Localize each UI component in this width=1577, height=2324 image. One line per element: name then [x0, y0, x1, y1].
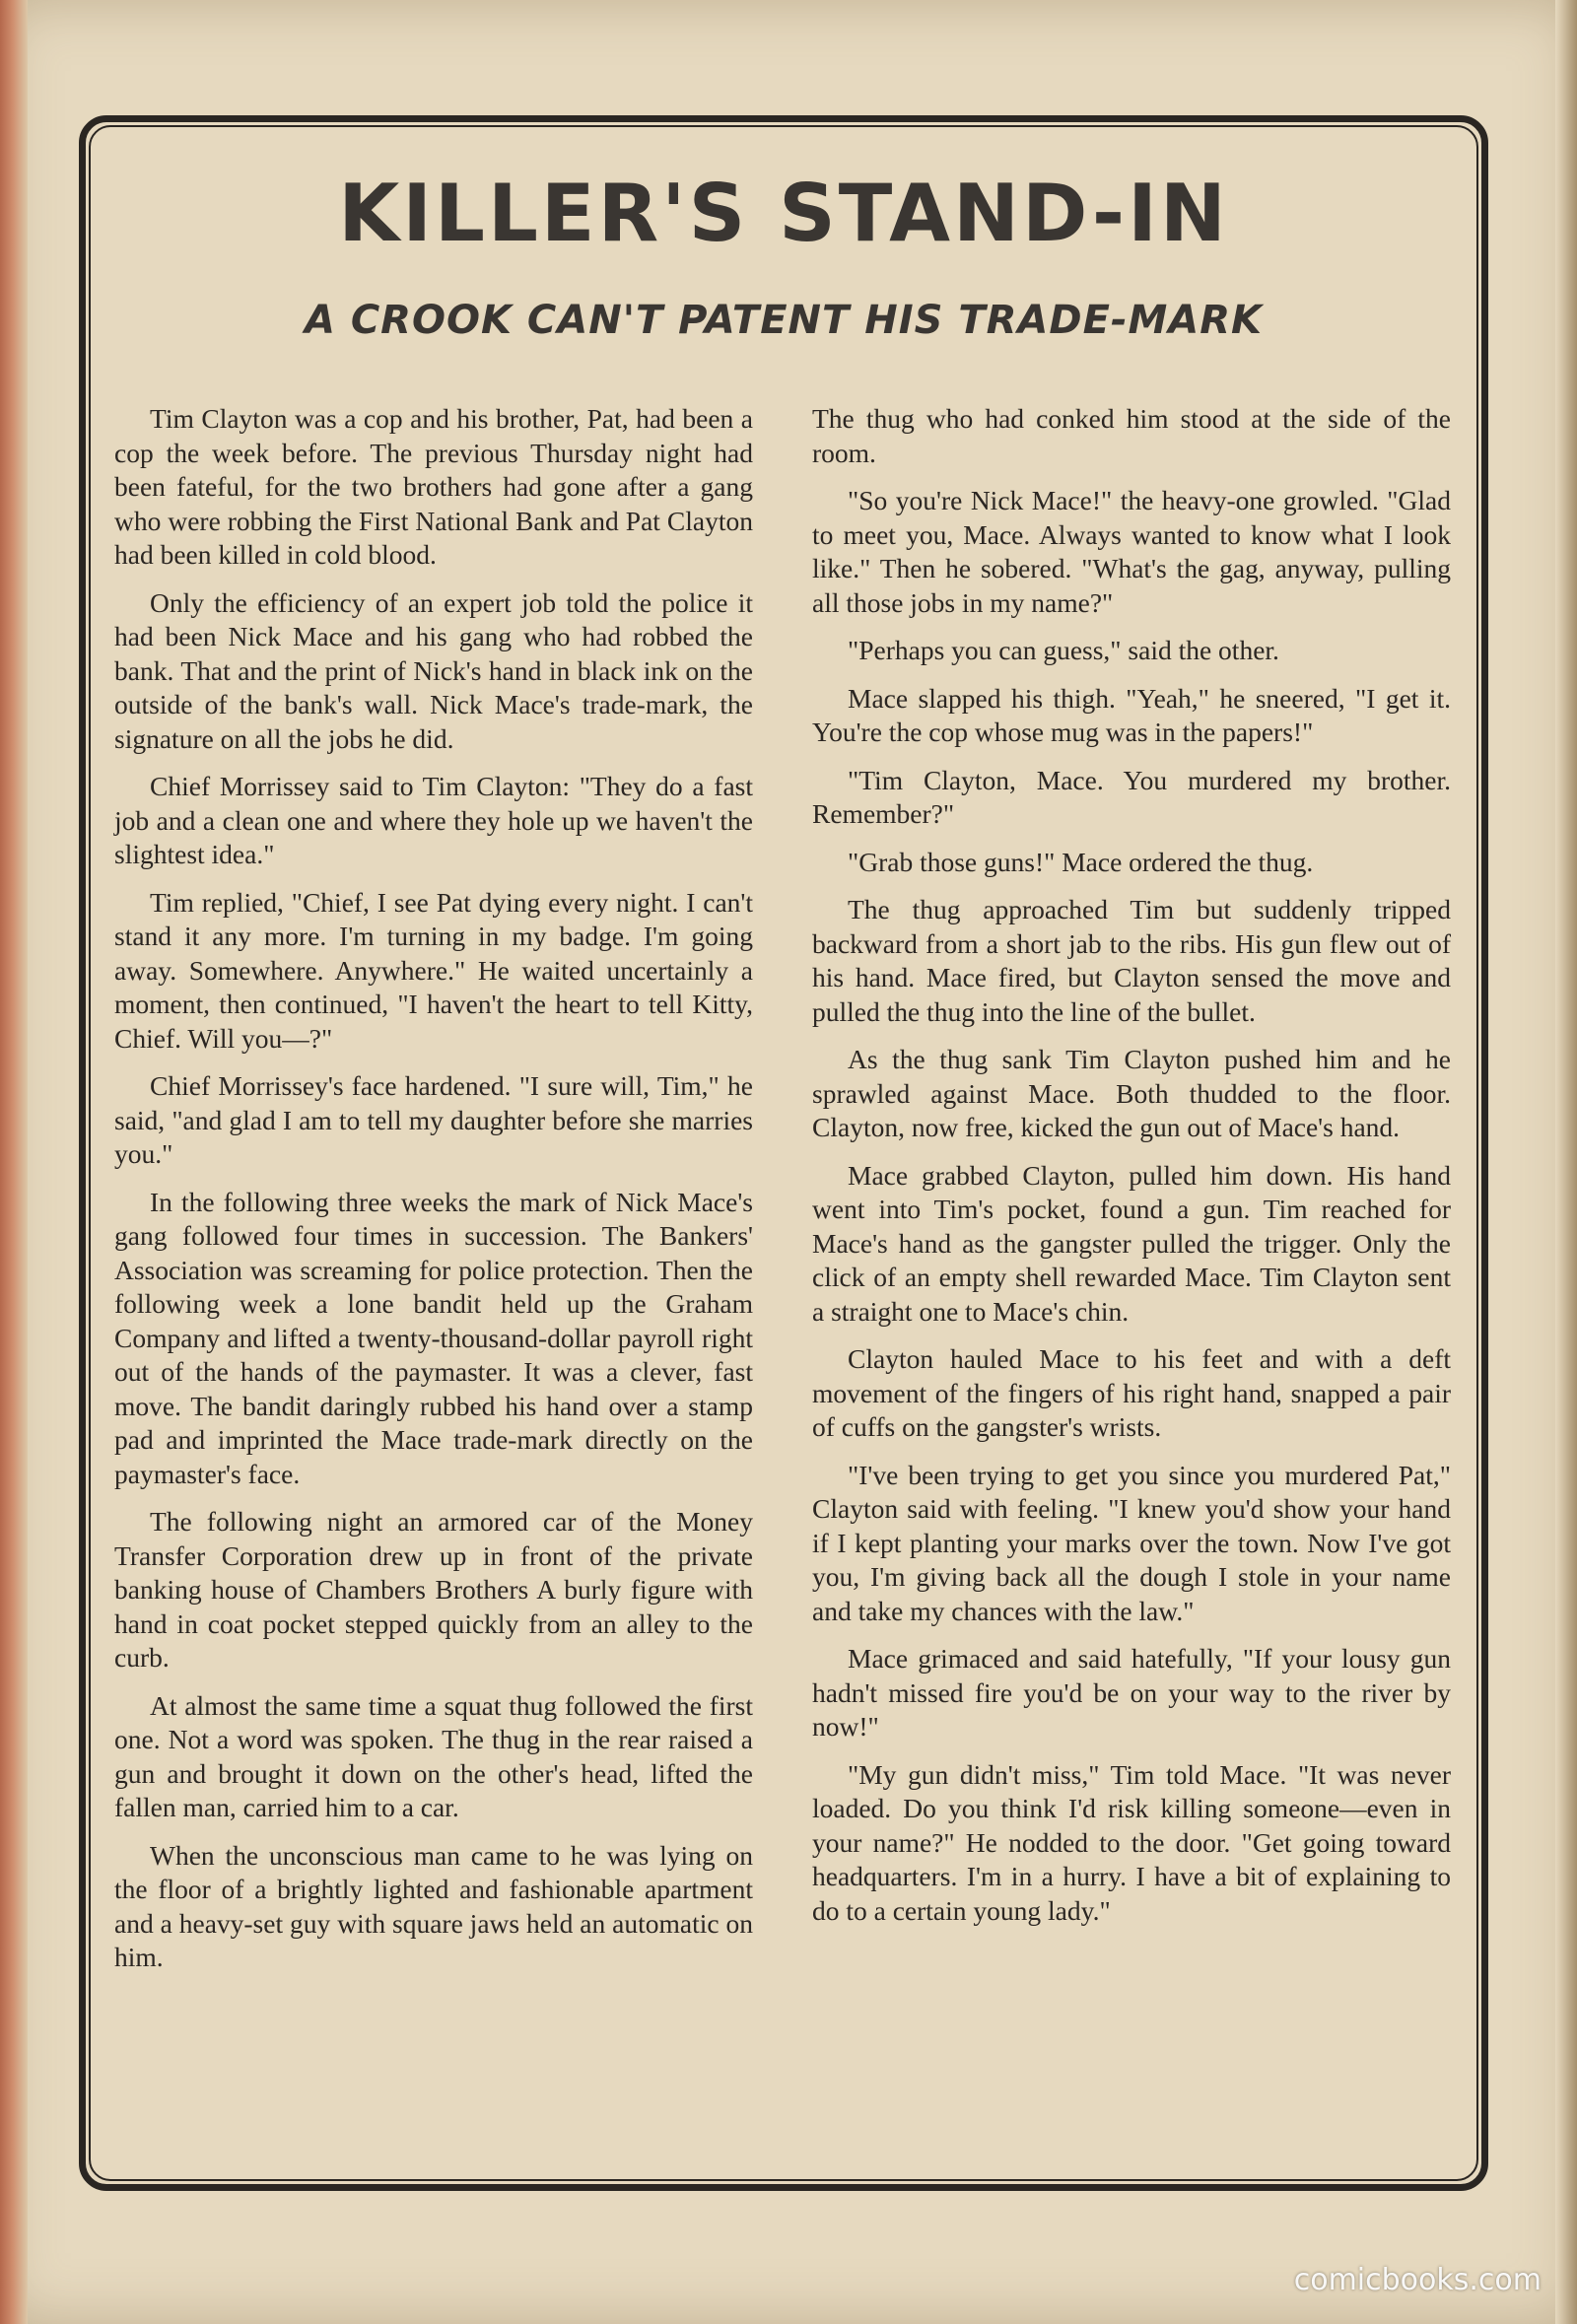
paragraph: Mace grimaced and said hatefully, "If your lousy gun hadn't missed fire you'd be on your way to the river by now!"	[812, 1643, 1451, 1742]
right-column	[812, 402, 1451, 1942]
paragraph: Tim replied, "Chief, I see Pat dying every night. I can't stand it any more. I'm turning in my badge. I'm going away. Somewhere. Anywhere." He waited uncertainly a moment, then continued, "I haven't the heart to tell Kitty, Chief. Will you—?"	[114, 886, 753, 1054]
page-shadow-edge	[1555, 0, 1577, 2324]
paragraph: The thug who had conked him stood at the side of the room.	[812, 403, 1451, 468]
paragraph: "Perhaps you can guess," said the other.	[848, 635, 1279, 665]
paragraph: Tim Clayton was a cop and his brother, Pat, had been a cop the week before. The previous Thursday night had been fateful, for the two brothers had gone after a gang who were robbing the First National Bank and Pat Clayton had been killed in cold blood.	[114, 403, 753, 570]
paragraph: Chief Morrissey said to Tim Clayton: "They do a fast job and a clean one and where they hole up we haven't the slightest idea."	[114, 771, 753, 869]
cover-edge	[0, 0, 28, 2324]
paragraph: Only the efficiency of an expert job told the police it had been Nick Mace and his gang who had robbed the bank. That and the print of Nick's hand in black ink on the outside of the bank's wall. Nick Mace's trade-mark, the signature on all the jobs he did.	[114, 586, 753, 754]
paragraph: When the unconscious man came to he was lying on the floor of a brightly lighted and fashionable apartment and a heavy-set guy with square jaws held an automatic on him.	[114, 1839, 753, 1972]
site-watermark: comicbooks.com	[1293, 2263, 1542, 2297]
paragraph: "So you're Nick Mace!" the heavy-one growled. "Glad to meet you, Mace. Always wanted to know what I look like." Then he sobered. "What's the gag, anyway, pulling all those jobs in my name?"	[812, 485, 1451, 618]
paragraph: The following night an armored car of the Money Transfer Corporation drew up in front of the private banking house of Chambers Brothers A burly figure with hand in coat pocket stepped quickly from an alley to the curb.	[114, 1506, 753, 1673]
article-subtitle: A CROOK CAN'T PATENT HIS TRADE-MARK	[304, 298, 1264, 343]
left-column	[114, 402, 753, 1989]
paragraph: "My gun didn't miss," Tim told Mace. "It was never loaded. Do you think I'd risk killing someone—even in your name?" He nodded to the door. "Get going toward headquarters. I'm in a hurry. I have a bit of explaining to do to a certain young lady."	[812, 1758, 1451, 1926]
paragraph: The thug approached Tim but suddenly tripped backward from a short jab to the ribs. His gun flew out of his hand. Mace fired, but Clayton sensed the move and pulled the thug into the line of the bullet.	[812, 894, 1451, 1027]
paragraph: Mace grabbed Clayton, pulled him down. His hand went into Tim's pocket, found a gun. Tim reached for Mace's hand as the gangster pulled the trigger. Only the click of an empty shell rewarded Mace. Tim Clayton sent a straight one to Mace's chin.	[812, 1159, 1451, 1327]
paragraph: Chief Morrissey's face hardened. "I sure will, Tim," he said, "and glad I am to tell my daughter before she marries you."	[114, 1070, 753, 1169]
paragraph: Mace slapped his thigh. "Yeah," he sneered, "I get it. You're the cop whose mug was in the papers!"	[812, 682, 1451, 747]
paragraph: "Tim Clayton, Mace. You murdered my brother. Remember?"	[812, 764, 1451, 829]
paragraph: "I've been trying to get you since you murdered Pat," Clayton said with feeling. "I knew you'd show your hand if I kept planting your marks over the town. Now I've got you, I'm giving back all the dough I stole in your name and take my chances with the law."	[812, 1459, 1451, 1626]
paragraph: "Grab those guns!" Mace ordered the thug.	[848, 846, 1314, 877]
article-title: KILLER'S STAND-IN	[338, 168, 1229, 259]
paragraph: In the following three weeks the mark of Nick Mace's gang followed four times in succession. The Bankers' Association was screaming for police protection. Then the following week a lone bandit held up the Graham Company and lifted a twenty-thousand-dollar payroll right out of the hands of the paymaster. It was a clever, fast move. The bandit daringly rubbed his hand over a stamp pad and imprinted the Mace trade-mark directly on the paymaster's face.	[114, 1186, 753, 1489]
paragraph: At almost the same time a squat thug followed the first one. Not a word was spoken. The thug in the rear raised a gun and brought it down on the other's head, lifted the fallen man, carried him to a car.	[114, 1689, 753, 1822]
paragraph: Clayton hauled Mace to his feet and with a deft movement of the fingers of his right hand, snapped a pair of cuffs on the gangster's wrists.	[812, 1343, 1451, 1442]
paragraph: As the thug sank Tim Clayton pushed him and he sprawled against Mace. Both thudded to the floor. Clayton, now free, kicked the gun out of Mace's hand.	[812, 1044, 1451, 1142]
